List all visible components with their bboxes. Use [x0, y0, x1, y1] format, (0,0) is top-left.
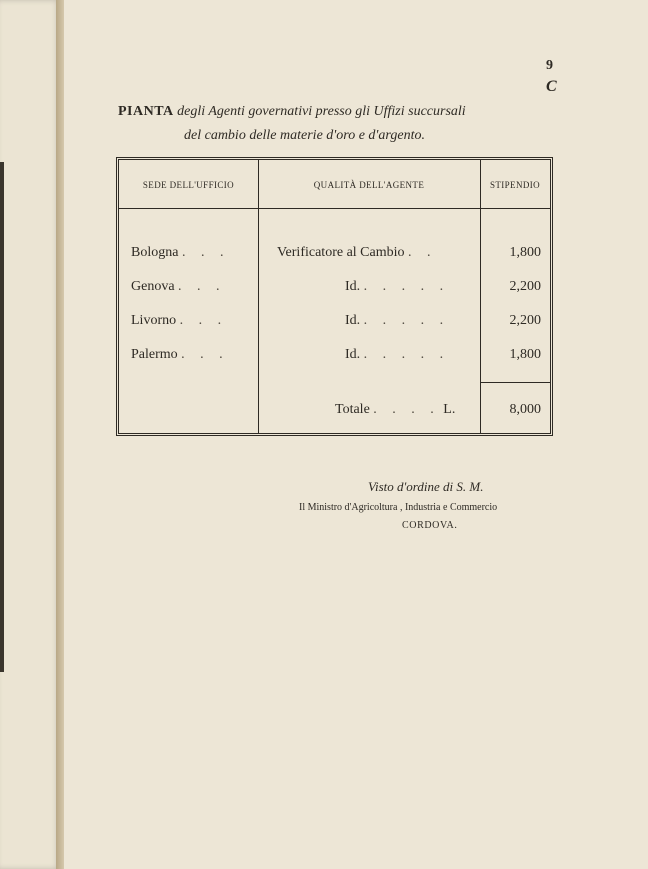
- agents-table: [116, 157, 553, 436]
- column-divider-1: [258, 160, 259, 433]
- table-row-stipendio: 1,800: [509, 347, 541, 362]
- header-divider: [119, 208, 550, 209]
- facing-page-rule: [0, 162, 4, 672]
- table-row-qualita: Id. . . . . .: [345, 279, 450, 294]
- total-value: 8,000: [509, 402, 541, 417]
- ministro-line: Il Ministro d'Agricoltura , Industria e Commercio: [299, 502, 498, 513]
- header-sede: SEDE DELL'UFFICIO: [142, 180, 235, 190]
- facing-page-edge: [0, 0, 60, 869]
- table-row-stipendio: 2,200: [509, 313, 541, 328]
- table-row-qualita: Id. . . . . .: [345, 313, 450, 328]
- total-divider: [480, 382, 550, 383]
- table-row-qualita: Id. . . . . .: [345, 347, 450, 362]
- header-qualita: QUALITÀ DELL'AGENTE: [313, 180, 425, 190]
- column-divider-2: [480, 160, 481, 433]
- title-line-2: del cambio delle materie d'oro e d'argento.: [184, 128, 425, 143]
- visto-line: Visto d'ordine di S. M.: [368, 479, 484, 494]
- title-line-1: [118, 104, 466, 120]
- title-caps: PIANTA: [118, 104, 174, 119]
- table-row-stipendio: 1,800: [509, 245, 541, 260]
- signature-mark: C: [546, 78, 557, 95]
- table-row-sede: Palermo . . .: [131, 347, 229, 362]
- table-row-qualita: Verificatore al Cambio . .: [277, 245, 437, 260]
- table-row-stipendio: 2,200: [509, 279, 541, 294]
- header-stipendio: STIPENDIO: [489, 180, 541, 190]
- table-row-sede: Livorno . . .: [131, 313, 228, 328]
- table-row-sede: Bologna . . .: [131, 245, 230, 260]
- total-label-row: Totale . . . . L.: [335, 402, 456, 417]
- signatory-name: CORDOVA.: [402, 520, 458, 531]
- table-row-sede: Genova . . .: [131, 279, 226, 294]
- page-number: 9: [546, 58, 553, 73]
- title-rest: degli Agenti governativi presso gli Uffizi succursali: [177, 104, 466, 119]
